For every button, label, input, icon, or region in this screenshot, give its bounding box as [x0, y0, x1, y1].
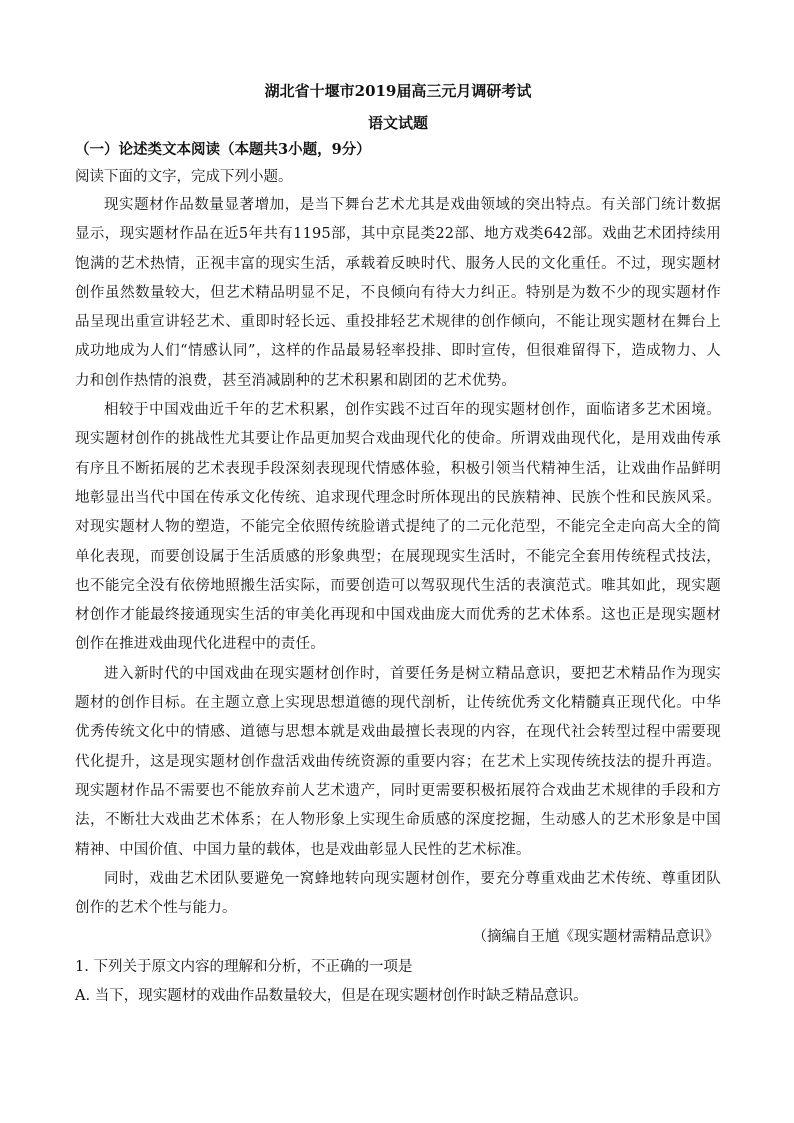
document-subtitle: 语文试题 [367, 114, 428, 132]
document-page [75, 76, 721, 1011]
paragraph-3: 进入新时代的中国戏曲在现实题材创作时，首要任务是树立精品意识，要把艺术精品作为现实题材的创作目标。在主题立意上实现思想道德的现代剖析，让传统优秀文化精髓真正现代化。中华优秀传统文化中的情感、道德与思想本就是戏曲最擅长表现的内容，在现代社会转型过程中需要现代化提升，这是现实题材创作盘活戏曲传统资源的重要内容；在艺术上实现传统技法的提升再造。现实题材作品不需要也不能放弃前人艺术遗产，同时更需要积极拓展符合戏曲艺术规律的手段和方法，不断壮大戏曲艺术体系；在人物形象上实现生命质感的深度挖掘，生动感人的艺术形象是中国精神、中国价值、中国力量的载体，也是戏曲彰显人民性的艺术标准。 [75, 665, 721, 858]
paragraph-2: 相较于中国戏曲近千年的艺术积累，创作实践不过百年的现实题材创作，面临诸多艺术困境。现实题材创作的挑战性尤其要让作品更加契合戏曲现代化的使命。所谓戏曲现代化，是用戏曲传承有序且不断拓展的艺术表现手段深刻表现现代情感体验，积极引领当代精神生活，让戏曲作品鲜明地彰显出当代中国在传承文化传统、追求现代理念时所体现出的民族精神、民族个性和民族风采。对现实题材人物的塑造，不能完全依照传统脸谱式提纯了的二元化范型，不能完全走向高大全的简单化表现，而要创设属于生活质感的形象典型；在展现现实生活时，不能完全套用传统程式技法，也不能完全没有依傍地照搬生活实际，而要创造可以驾驭现代生活的表演范式。唯其如此，现实题材创作才能最终接通现实生活的审美化再现和中国戏曲庞大而优秀的艺术体系。这也正是现实题材创作在推进戏曲现代化进程中的责任。 [75, 402, 721, 653]
reading-instruction: 阅读下面的文字，完成下列小题。 [75, 169, 293, 185]
source-citation: （摘编自王馗《现实题材需精品意识》 [472, 929, 719, 946]
paragraph-1: 现实题材作品数量显著增加，是当下舞台艺术尤其是戏曲领域的突出特点。有关部门统计数据显示，现实题材作品在近5年共有1195部，其中京昆类22部、地方戏类642部。戏曲艺术团持续用饱满的艺术热情，正视丰富的现实生活，承载着反映时代、服务人民的文化重任。不过，现实题材创作虽然数量较大，但艺术精品明显不足，不良倾向有待大力纠正。特别是为数不少的现实题材作品呈现出重宣讲轻艺术、重即时轻长远、重投排轻艺术规律的创作倾向，不能让现实题材在舞台上成功地成为人们“情感认同”，这样的作品最易轻率投排、即时宣传，但很难留得下，造成物力、人力和创作热情的浪费，甚至消减剧种的艺术积累和剧团的艺术优势。 [75, 197, 721, 389]
paragraph-4: 同时，戏曲艺术团队要避免一窝蜂地转向现实题材创作，要充分尊重戏曲艺术传统、尊重团队创作的艺术个性与能力。 [75, 870, 721, 917]
section-heading: （一）论述类文本阅读（本题共3小题，9分） [75, 141, 371, 158]
document-title: 湖北省十堰市2019届高三元月调研考试 [264, 82, 532, 100]
option-a: A. 当下，现实题材的戏曲作品数量较大，但是在现实题材创作时缺乏精品意识。 [75, 988, 588, 1005]
question-1: 1. 下列关于原文内容的理解和分析，不正确的一项是 [75, 958, 413, 975]
